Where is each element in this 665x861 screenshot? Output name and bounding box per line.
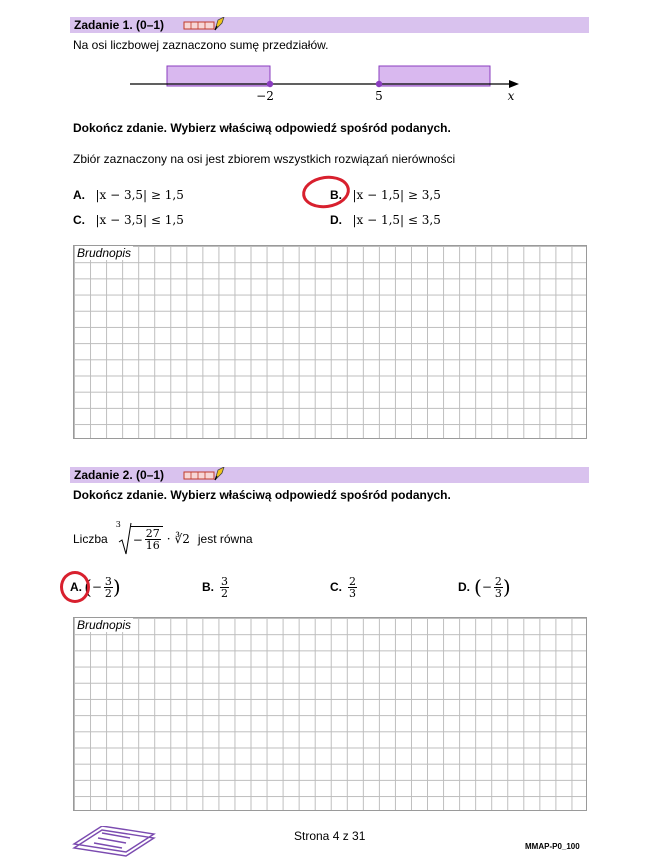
option-letter: D. <box>330 213 342 227</box>
root-index: 3 <box>115 520 121 529</box>
number-line <box>125 62 525 106</box>
point-b <box>376 81 382 87</box>
label-a: −2 <box>256 89 274 103</box>
task2-option-c[interactable] <box>330 572 357 602</box>
page-number: Strona 4 z 31 <box>294 829 366 843</box>
cke-logo-icon <box>70 826 156 858</box>
option-letter: D. <box>458 580 470 594</box>
scratch-grid-task2 <box>73 617 587 811</box>
option-sign: − <box>481 580 492 594</box>
option-fraction: $\frac{3}{2}$ <box>104 574 112 600</box>
task1-option-a[interactable] <box>73 186 184 204</box>
option-letter: C. <box>73 213 85 227</box>
stem-dot: · <box>166 532 171 546</box>
interval-left <box>167 66 270 86</box>
task1-stem: Zbiór zaznaczony na osi jest zbiorem wszystkich rozwiązań nierówności <box>73 152 456 166</box>
option-letter: C. <box>330 580 342 594</box>
task1-option-d[interactable] <box>330 211 441 229</box>
cube-root-expression <box>116 522 190 556</box>
stem-suffix: jest równa <box>197 532 253 546</box>
option-fraction: $\frac{2}{3}$ <box>349 574 356 600</box>
option-letter: A. <box>70 580 82 594</box>
task2-stem <box>73 522 253 556</box>
answer-circle-task1 <box>300 173 352 211</box>
scratch-label: Brudnopis <box>77 618 132 632</box>
task1-header <box>70 17 589 33</box>
stem-minus: − <box>132 532 143 547</box>
task1-title: Zadanie 1. (0–1) <box>74 18 165 32</box>
option-letter: A. <box>73 188 85 202</box>
label-x: x <box>507 89 515 103</box>
task1-intro: Na osi liczbowej zaznaczono sumę przedziałów. <box>73 38 329 52</box>
task2-option-b[interactable] <box>202 572 229 602</box>
answer-circle-task2 <box>60 571 90 603</box>
option-letter: B. <box>202 580 214 594</box>
stem-prefix: Liczba <box>73 532 108 546</box>
pencil-icon <box>183 17 225 38</box>
option-letter: B. <box>330 188 342 202</box>
option-expr: |x − 1,5| ≥ 3,5 <box>352 188 441 202</box>
option-expr: |x − 3,5| ≥ 1,5 <box>95 188 184 202</box>
task2-instruction: Dokończ zdanie. Wybierz właściwą odpowiedź spośród podanych. <box>73 488 451 502</box>
interval-right <box>379 66 490 86</box>
task1-instruction: Dokończ zdanie. Wybierz właściwą odpowiedź spośród podanych. <box>73 121 451 135</box>
pencil-icon <box>183 467 225 488</box>
option-expr: |x − 1,5| ≤ 3,5 <box>352 213 441 227</box>
task1-option-c[interactable] <box>73 211 184 229</box>
option-fraction: $\frac{2}{3}$ <box>494 574 502 600</box>
point-a <box>267 81 273 87</box>
task2-option-a[interactable]: A. ( − $\frac{3}{2}$ ) <box>70 574 121 600</box>
document-code: MMAP-P0_100 <box>525 842 580 851</box>
scratch-label: Brudnopis <box>77 246 132 260</box>
axis-arrow <box>509 80 519 88</box>
option-sign: − <box>91 580 102 594</box>
option-fraction: $\frac{3}{2}$ <box>221 574 228 600</box>
task2-option-d[interactable]: D. ( − $\frac{2}{3}$ ) <box>458 574 511 600</box>
label-b: 5 <box>375 89 383 103</box>
stem-fraction: $\frac{27}{16}$ <box>145 527 160 552</box>
stem-cbrt: ∛2 <box>174 532 190 546</box>
scratch-grid-task1 <box>73 245 587 439</box>
task2-title: Zadanie 2. (0–1) <box>74 468 165 482</box>
option-expr: |x − 3,5| ≤ 1,5 <box>95 213 184 227</box>
task2-header <box>70 467 589 483</box>
